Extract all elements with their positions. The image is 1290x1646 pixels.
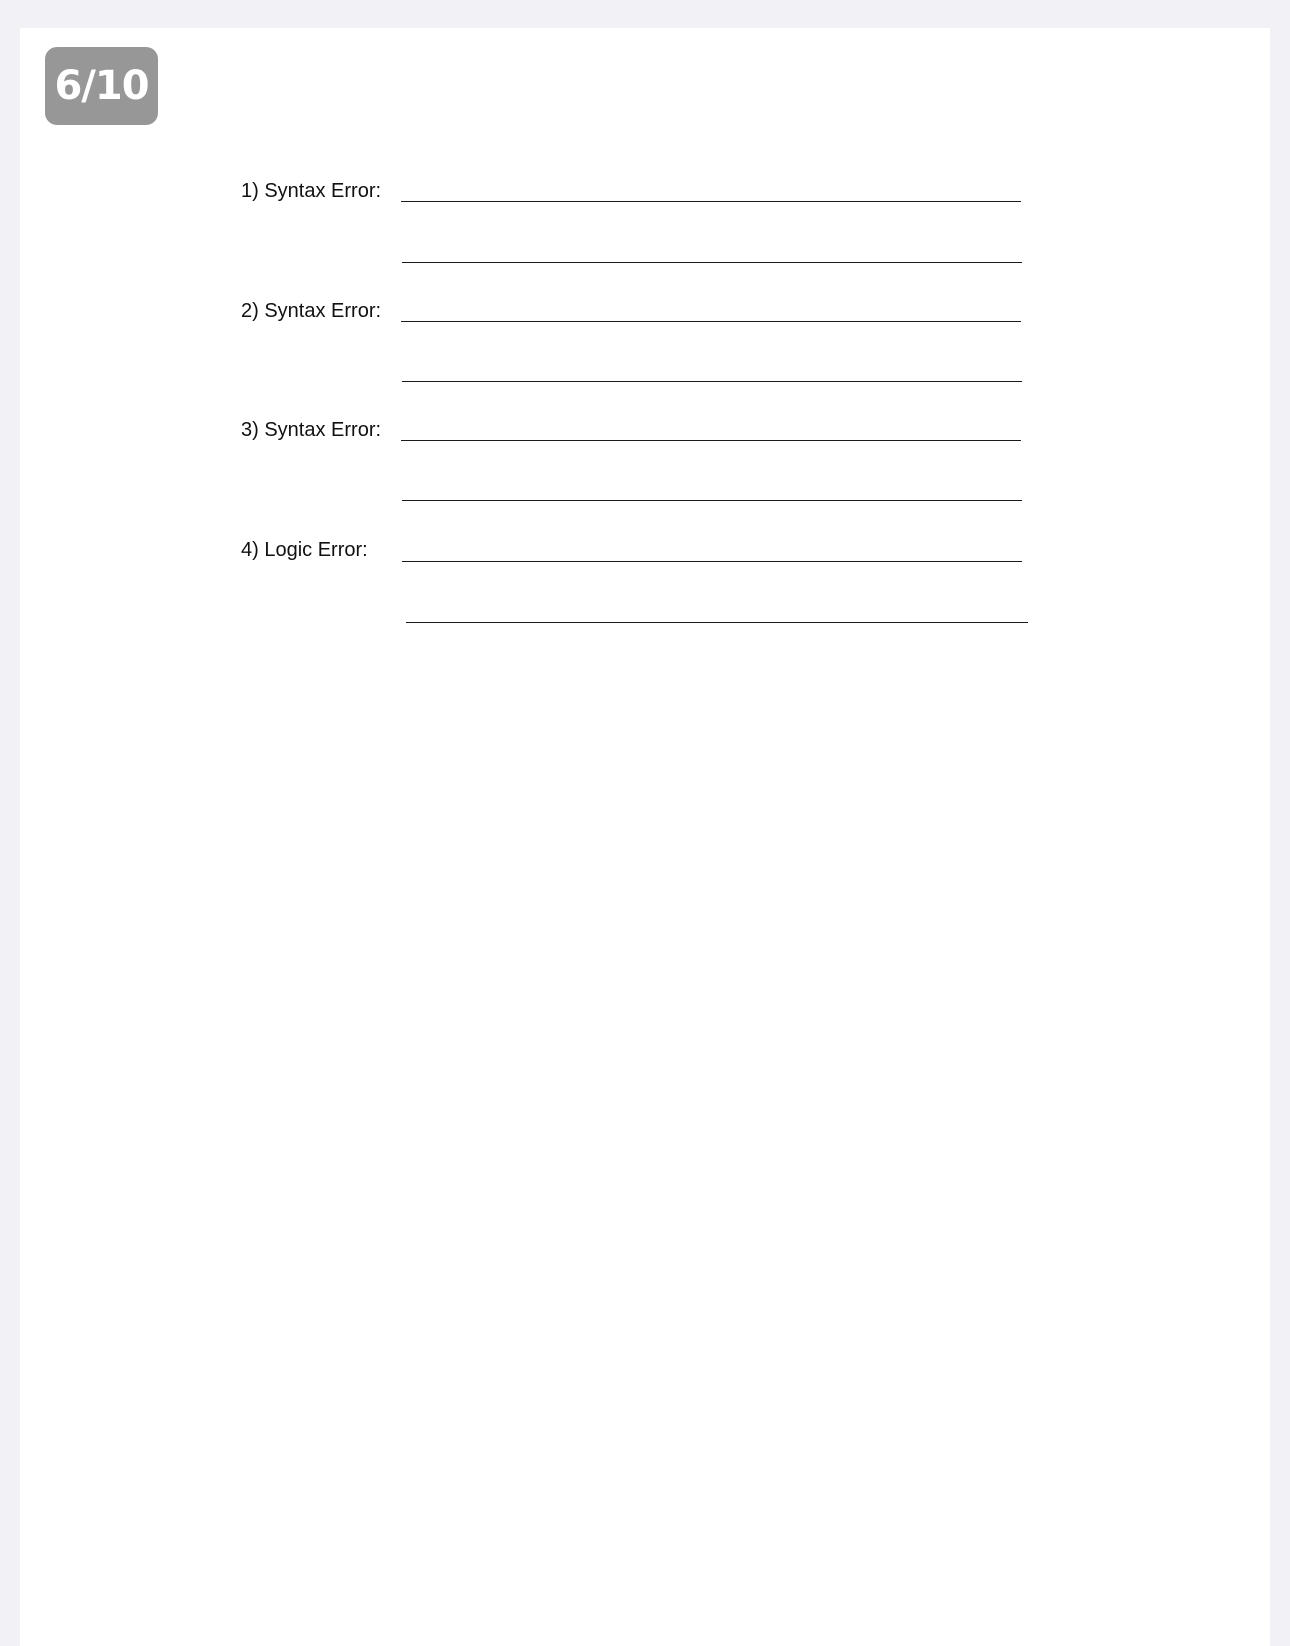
question-1-answer-line-1[interactable] <box>401 201 1021 202</box>
question-3-answer-line-1[interactable] <box>401 440 1021 441</box>
question-1-answer-line-2[interactable] <box>402 262 1022 263</box>
question-2-label: 2) Syntax Error: <box>241 300 382 322</box>
question-4-answer-line-2[interactable] <box>406 622 1028 623</box>
question-3-label: 3) Syntax Error: <box>241 419 382 441</box>
question-2-answer-line-1[interactable] <box>401 321 1021 322</box>
question-2-answer-line-2[interactable] <box>402 381 1022 382</box>
question-4-answer-line-1[interactable] <box>402 561 1022 562</box>
document-page <box>20 28 1270 1646</box>
question-4-label: 4) Logic Error: <box>241 539 368 561</box>
page-indicator-badge: 6/10 <box>45 47 158 125</box>
question-1-label: 1) Syntax Error: <box>241 180 382 202</box>
question-3-answer-line-2[interactable] <box>402 500 1022 501</box>
